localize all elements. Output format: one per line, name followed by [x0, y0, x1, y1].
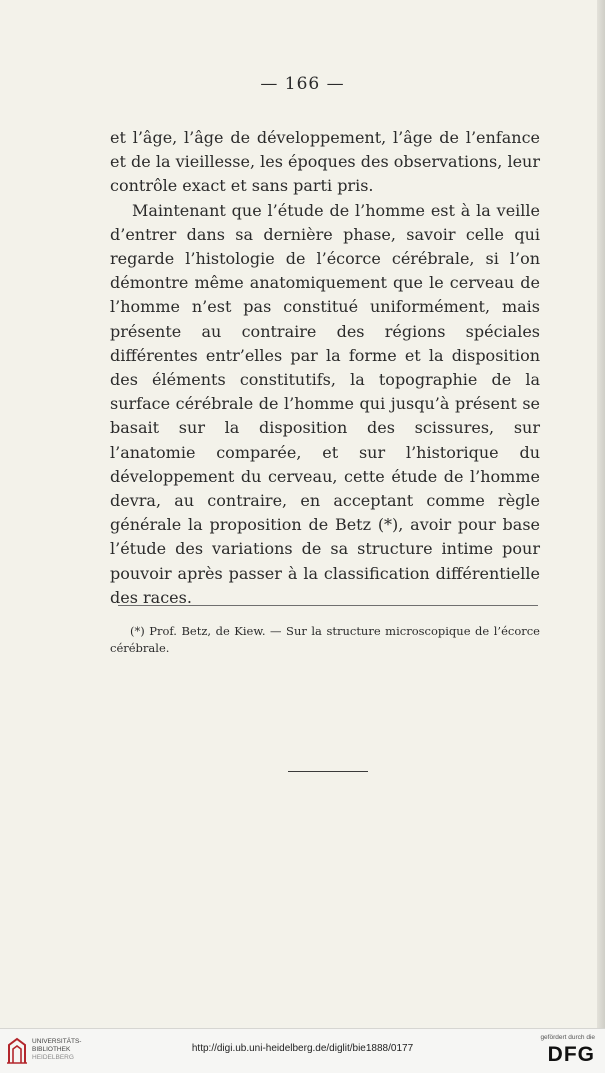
library-name-line-3: HEIDELBERG [32, 1054, 74, 1061]
library-name-line-2: BIBLIOTHEK [32, 1046, 71, 1053]
paragraph-2: Maintenant que l’étude de l’homme est à la veille d’entrer dans sa dernière phase, savoir celle qui regarde l’histologie de l’écorce cérébrale, si l’on démontre même anatomiquement que le cerveau de l’homme n’est pas constitué uniformément, mais présente au contraire des régions spéciales différentes entr’elles par la forme et la disposition des éléments constitutifs, la topographie de la surface cérébrale de l’homme qui jusqu’à présent se basait sur la disposition des scissures, sur l’anatomie comparée, et sur l’historique du développement du cerveau, cette étude de l’homme devra, au contraire, en acceptant comme règle générale la proposition de Betz (*), avoir pour base l’étude des variations de sa structure intime pour pouvoir après passer à la classification différentielle des races. [110, 200, 540, 607]
dfg-logo: DFG [547, 1043, 595, 1066]
funding-label: gefördert durch die [540, 1034, 595, 1041]
footnote-divider [118, 605, 538, 606]
funding-credit [515, 1034, 595, 1067]
body-text [110, 126, 540, 610]
paragraph-1: et l’âge, l’âge de développement, l’âge de l’enfance et de la vieillesse, les époques des observations, leur contrôle exact et sans parti pris. [110, 128, 540, 196]
viewer-footer [0, 1028, 605, 1073]
permalink-url[interactable]: http://digi.ub.uni-heidelberg.de/diglit/bie1888/0177 [191, 1043, 414, 1054]
page-edge-shadow [597, 0, 605, 1028]
page-number: — 166 — [260, 74, 345, 94]
end-rule [288, 771, 368, 772]
library-name-line-1: UNIVERSITÄTS- [32, 1038, 82, 1045]
footnote: (*) Prof. Betz, de Kiew. — Sur la structure microscopique de l’écorce cérébrale. [110, 624, 540, 655]
